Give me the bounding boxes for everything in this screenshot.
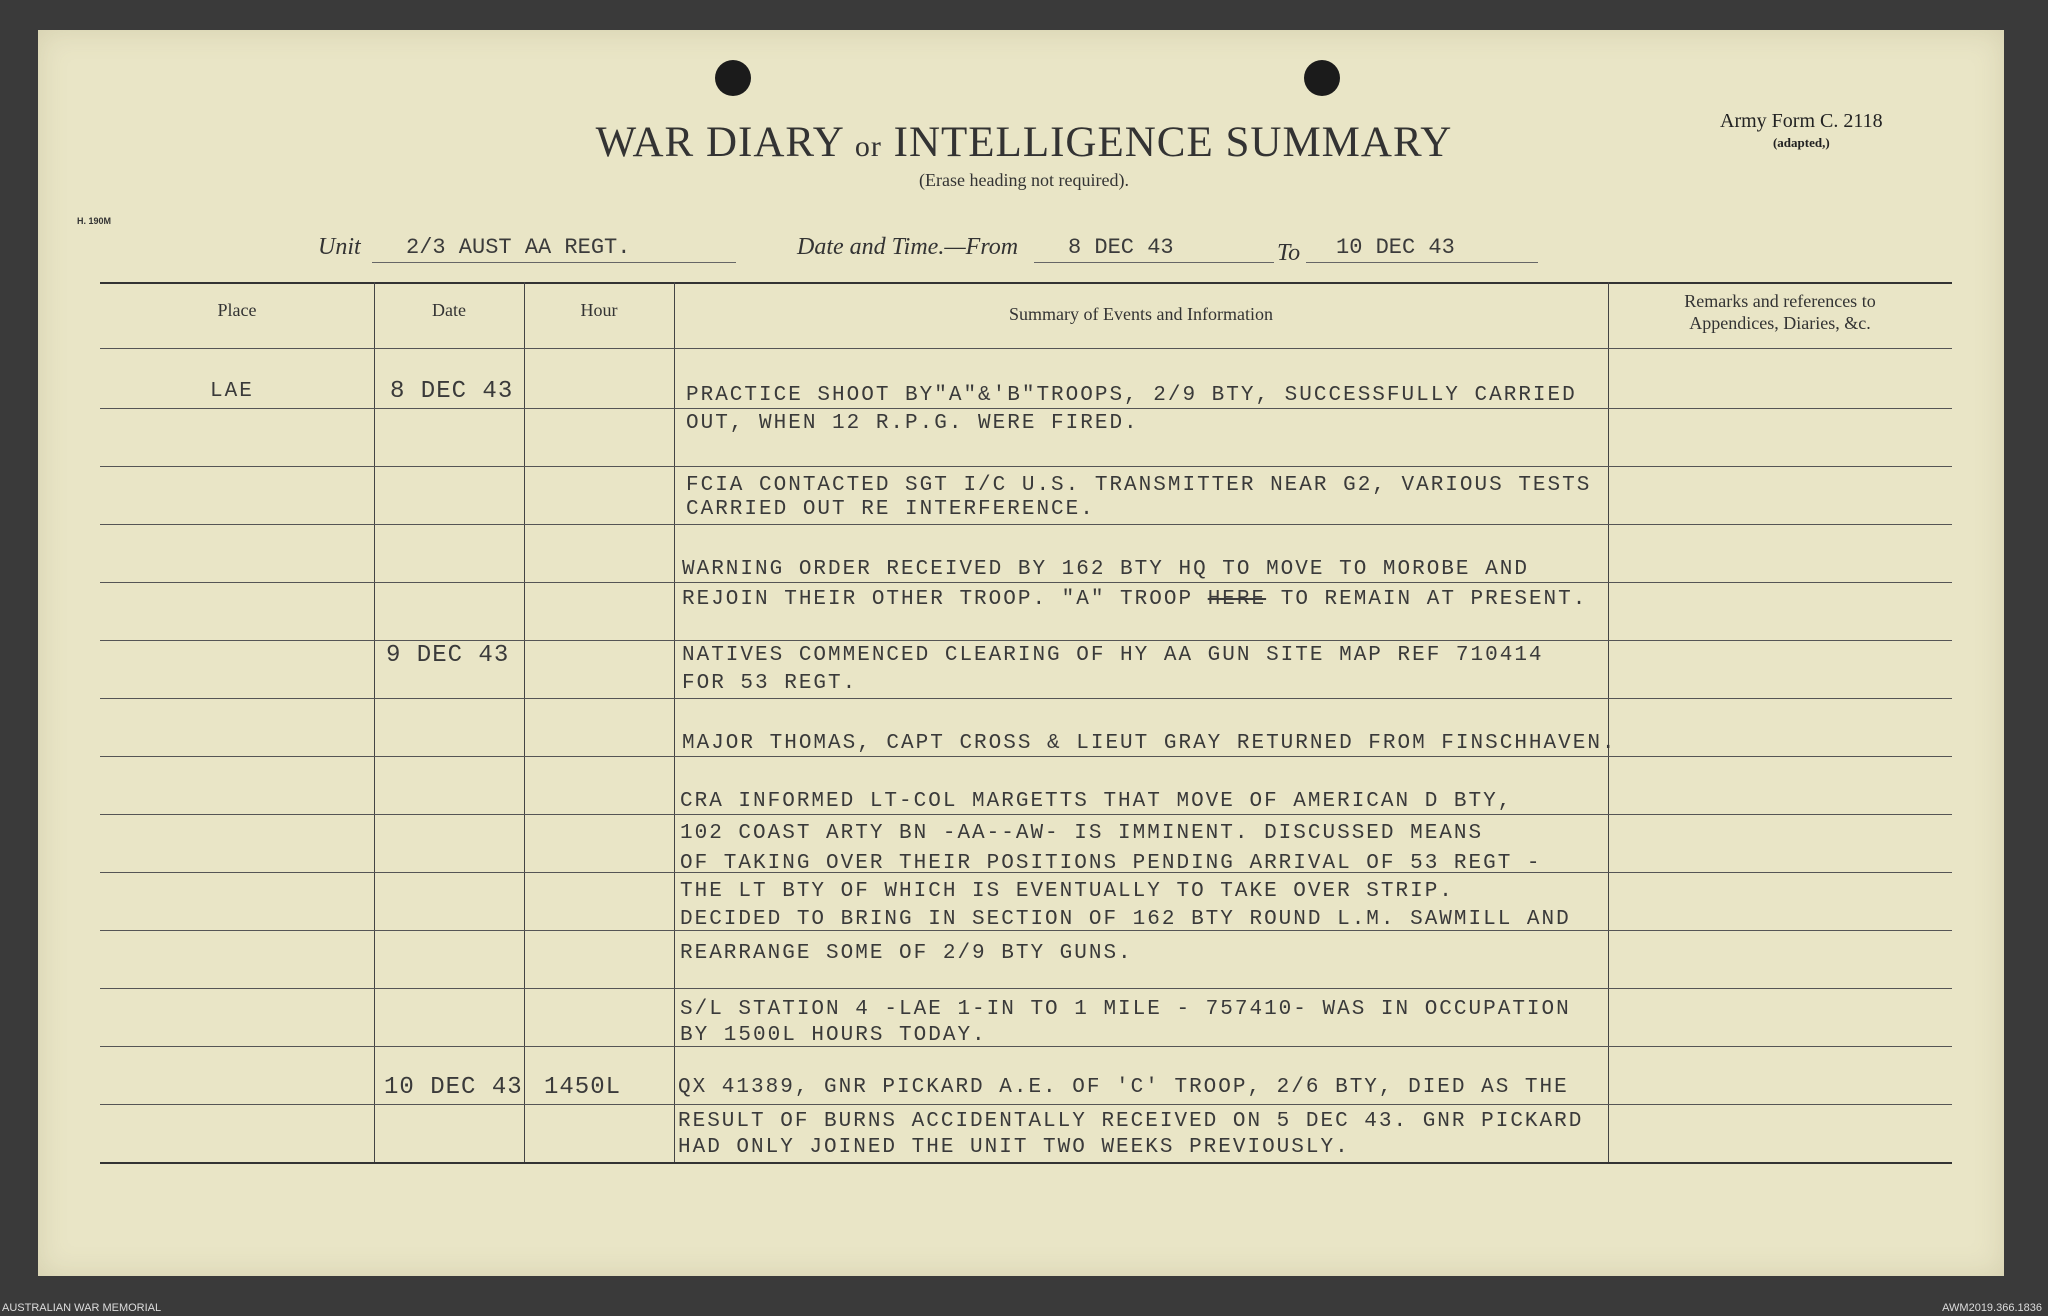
unit-value: 2/3 AUST AA REGT. bbox=[406, 235, 631, 260]
date-time-label: Date and Time.—From bbox=[797, 234, 1019, 260]
summary-line: HAD ONLY JOINED THE UNIT TWO WEEKS PREVIOUSLY. bbox=[678, 1136, 1350, 1159]
title-war-diary: WAR DIARY bbox=[595, 119, 844, 166]
remarks-header-line-2: Appendices, Diaries, &c. bbox=[1689, 313, 1871, 333]
row-rule bbox=[100, 408, 1952, 409]
summary-line: RESULT OF BURNS ACCIDENTALLY RECEIVED ON 5 DEC 43. GNR PICKARD bbox=[678, 1110, 1584, 1133]
table-bottom-rule bbox=[100, 1162, 1952, 1164]
row-rule bbox=[100, 1104, 1952, 1105]
summary-line: REARRANGE SOME OF 2/9 BTY GUNS. bbox=[680, 942, 1133, 965]
army-form-adapted: (adapted,) bbox=[1772, 135, 1830, 150]
summary-line: FOR 53 REGT. bbox=[682, 672, 858, 695]
footer-archive: AUSTRALIAN WAR MEMORIAL bbox=[2, 1302, 162, 1314]
date-9-dec: 9 DEC 43 bbox=[386, 642, 510, 669]
unit-field bbox=[372, 236, 736, 263]
summary-line: 102 COAST ARTY BN -AA--AW- IS IMMINENT. DISCUSSED MEANS bbox=[680, 822, 1484, 845]
summary-line: THE LT BTY OF WHICH IS EVENTUALLY TO TAKE OVER STRIP. bbox=[680, 880, 1454, 903]
unit-label: Unit bbox=[318, 234, 361, 260]
to-label: To bbox=[1277, 240, 1301, 266]
summary-line: FCIA CONTACTED SGT I/C U.S. TRANSMITTER NEAR G2, VARIOUS TESTS bbox=[686, 474, 1592, 497]
date-8-dec: 8 DEC 43 bbox=[390, 378, 514, 405]
column-header-place: Place bbox=[217, 300, 257, 320]
summary-line: WARNING ORDER RECEIVED BY 162 BTY HQ TO MOVE TO MOROBE AND bbox=[682, 558, 1529, 581]
row-rule bbox=[100, 466, 1952, 467]
summary-line: NATIVES COMMENCED CLEARING OF HY AA GUN SITE MAP REF 710414 bbox=[682, 644, 1544, 667]
remarks-header-line-1: Remarks and references to bbox=[1684, 291, 1876, 311]
place-lae: LAE bbox=[210, 380, 254, 403]
summary-line: OF TAKING OVER THEIR POSITIONS PENDING ARRIVAL OF 53 REGT - bbox=[680, 852, 1542, 875]
column-header-summary: Summary of Events and Information bbox=[1009, 304, 1273, 324]
title-or: or bbox=[854, 130, 882, 163]
column-header-remarks bbox=[1608, 290, 1952, 334]
army-form-label bbox=[1720, 110, 1883, 151]
from-field bbox=[1034, 236, 1274, 263]
army-form-number: Army Form C. 2118 bbox=[1720, 110, 1883, 132]
column-divider bbox=[674, 282, 675, 1162]
summary-line: BY 1500L HOURS TODAY. bbox=[680, 1024, 987, 1047]
summary-line: QX 41389, GNR PICKARD A.E. OF 'C' TROOP, 2/6 BTY, DIED AS THE bbox=[678, 1076, 1569, 1099]
summary-line: DECIDED TO BRING IN SECTION OF 162 BTY ROUND L.M. SAWMILL AND bbox=[680, 908, 1571, 931]
column-divider bbox=[524, 282, 525, 1162]
punch-hole-right bbox=[1304, 60, 1340, 96]
summary-line: CRA INFORMED LT-COL MARGETTS THAT MOVE OF AMERICAN D BTY, bbox=[680, 790, 1513, 813]
summary-text: REJOIN THEIR OTHER TROOP. "A" TROOP bbox=[682, 588, 1208, 611]
struck-word: HERE bbox=[1207, 588, 1267, 611]
summary-text: TO REMAIN AT PRESENT. bbox=[1266, 588, 1588, 611]
column-header-date: Date bbox=[432, 300, 466, 320]
row-rule bbox=[100, 988, 1952, 989]
summary-line: OUT, WHEN 12 R.P.G. WERE FIRED. bbox=[686, 412, 1139, 435]
to-field bbox=[1306, 236, 1538, 263]
summary-line: MAJOR THOMAS, CAPT CROSS & LIEUT GRAY RETURNED FROM FINSCHHAVEN. bbox=[682, 732, 1617, 755]
footer-reference: AWM2019.366.1836 bbox=[1942, 1302, 2042, 1314]
hour-1450: 1450L bbox=[544, 1074, 622, 1101]
row-rule bbox=[100, 814, 1952, 815]
column-divider bbox=[1608, 282, 1609, 1162]
summary-line bbox=[682, 588, 1587, 611]
form-subtitle: (Erase heading not required). bbox=[919, 170, 1129, 190]
summary-line: CARRIED OUT RE INTERFERENCE. bbox=[686, 498, 1095, 521]
summary-line: PRACTICE SHOOT BY"A"&'B"TROOPS, 2/9 BTY, SUCCESSFULLY CARRIED bbox=[686, 384, 1577, 407]
punch-hole-left bbox=[715, 60, 751, 96]
date-10-dec: 10 DEC 43 bbox=[384, 1074, 523, 1101]
summary-line: S/L STATION 4 -LAE 1-IN TO 1 MILE - 757410- WAS IN OCCUPATION bbox=[680, 998, 1571, 1021]
row-rule bbox=[100, 524, 1952, 525]
row-rule bbox=[100, 640, 1952, 641]
row-rule bbox=[100, 348, 1952, 349]
form-code: H. 190M bbox=[77, 216, 112, 226]
row-rule bbox=[100, 1046, 1952, 1047]
table-top-rule bbox=[100, 282, 1952, 284]
column-divider bbox=[374, 282, 375, 1162]
row-rule bbox=[100, 698, 1952, 699]
column-header-hour: Hour bbox=[580, 300, 618, 320]
row-rule bbox=[100, 582, 1952, 583]
from-value: 8 DEC 43 bbox=[1068, 235, 1174, 260]
title-intelligence-summary: INTELLIGENCE SUMMARY bbox=[893, 119, 1453, 166]
to-value: 10 DEC 43 bbox=[1336, 235, 1455, 260]
row-rule bbox=[100, 756, 1952, 757]
